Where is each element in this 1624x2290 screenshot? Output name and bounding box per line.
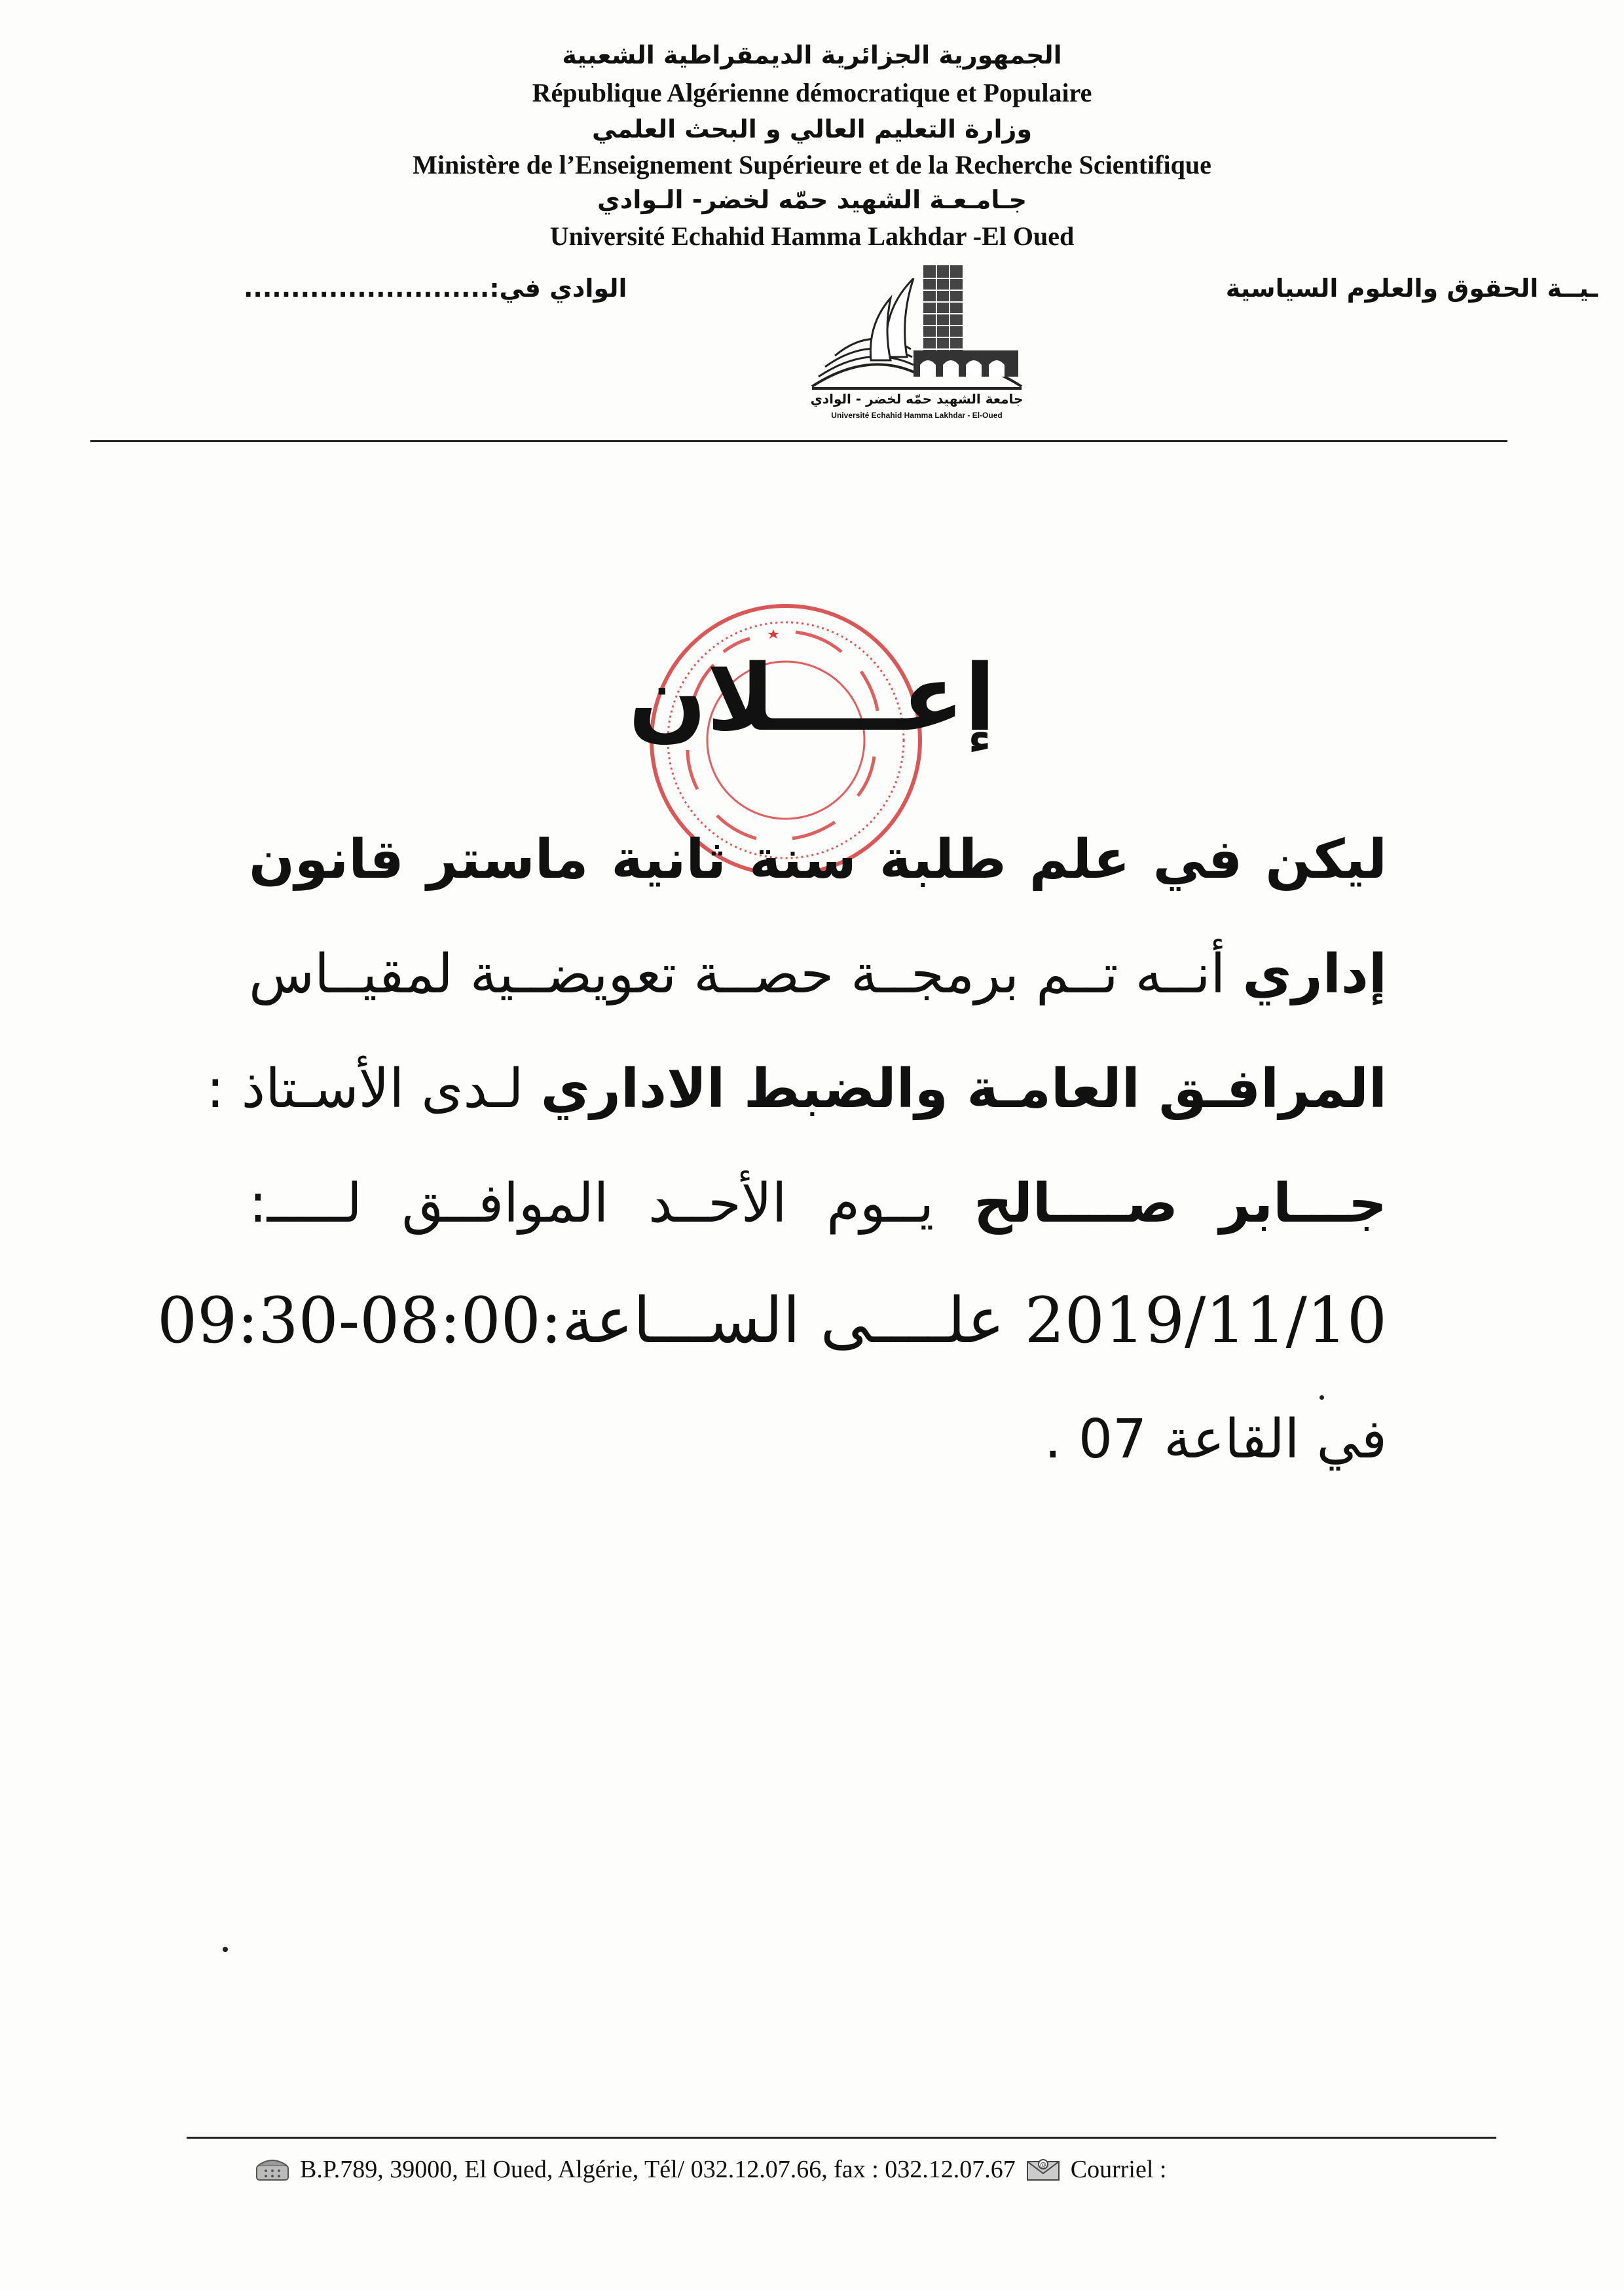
line-4-text: يــوم الأحــد الموافــق لـــــ: bbox=[249, 1173, 934, 1235]
logo-caption-arabic: جامعة الشهيد حمّه لخضر - الوادي bbox=[810, 391, 1024, 407]
republic-french: République Algérienne démocratique et Populaire bbox=[532, 78, 1092, 107]
course-name: المرافـق العامـة والضبط الاداري bbox=[540, 1058, 1387, 1120]
announcement-line-1: ليكن في علم طلبة سنة ثانية ماستر قانون bbox=[249, 829, 1387, 891]
speck bbox=[223, 1947, 228, 1952]
university-french: Université Echahid Hamma Lakhdar -El Oued bbox=[549, 221, 1075, 251]
professor-name: جـــابر صــــالح bbox=[973, 1173, 1388, 1235]
place-and-date: الوادي في:.......................... bbox=[244, 274, 627, 303]
speck bbox=[1320, 1395, 1324, 1400]
logo-caption-french: Université Echahid Hamma Lakhdar - El-Oued bbox=[831, 411, 1003, 420]
line-3-text: لـدى الأسـتاذ : bbox=[206, 1058, 524, 1120]
announcement-room: في القاعة 07 . bbox=[1044, 1408, 1387, 1471]
footer-divider bbox=[187, 2137, 1496, 2139]
footer bbox=[254, 2155, 1166, 2184]
header-divider bbox=[90, 440, 1507, 442]
faculty-name: ـيــة الحقوق والعلوم السياسية bbox=[1225, 274, 1598, 303]
university-logo bbox=[809, 252, 1025, 429]
republic-arabic: الجمهورية الجزائرية الديمقراطية الشعبية bbox=[562, 41, 1062, 69]
footer-courriel: Courriel : bbox=[1070, 2156, 1167, 2183]
line-2-text: أنــه تــم برمجــة حصــة تعويضــية لمقيــاس bbox=[248, 943, 1226, 1005]
ministry-french: Ministère de l’Enseignement Supérieure et de la Recherche Scientifique bbox=[413, 150, 1211, 179]
university-building-icon bbox=[809, 252, 1025, 393]
footer-address: B.P.789, 39000, El Oued, Algérie, Tél/ 032.12.07.66, fax : 032.12.07.67 bbox=[300, 2156, 1016, 2183]
university-arabic: جـامـعـة الشهيد حمّه لخضر- الـوادي bbox=[597, 185, 1027, 214]
announcement-line-2 bbox=[249, 943, 1387, 1005]
telephone-icon bbox=[254, 2156, 291, 2183]
email-icon bbox=[1025, 2156, 1061, 2183]
program-name: إداري bbox=[1242, 943, 1387, 1005]
announcement-line-4 bbox=[249, 1173, 1387, 1235]
ministry-arabic: وزارة التعليم العالي و البحث العلمي bbox=[592, 115, 1032, 143]
announcement-date-time: 2019/11/10 علــــى الســـاعة:08:00-09:30 bbox=[157, 1284, 1387, 1357]
announcement-line-3 bbox=[206, 1058, 1387, 1120]
svg-text:@: @ bbox=[1039, 2162, 1046, 2169]
announcement-title: إعــــلان bbox=[628, 645, 996, 752]
